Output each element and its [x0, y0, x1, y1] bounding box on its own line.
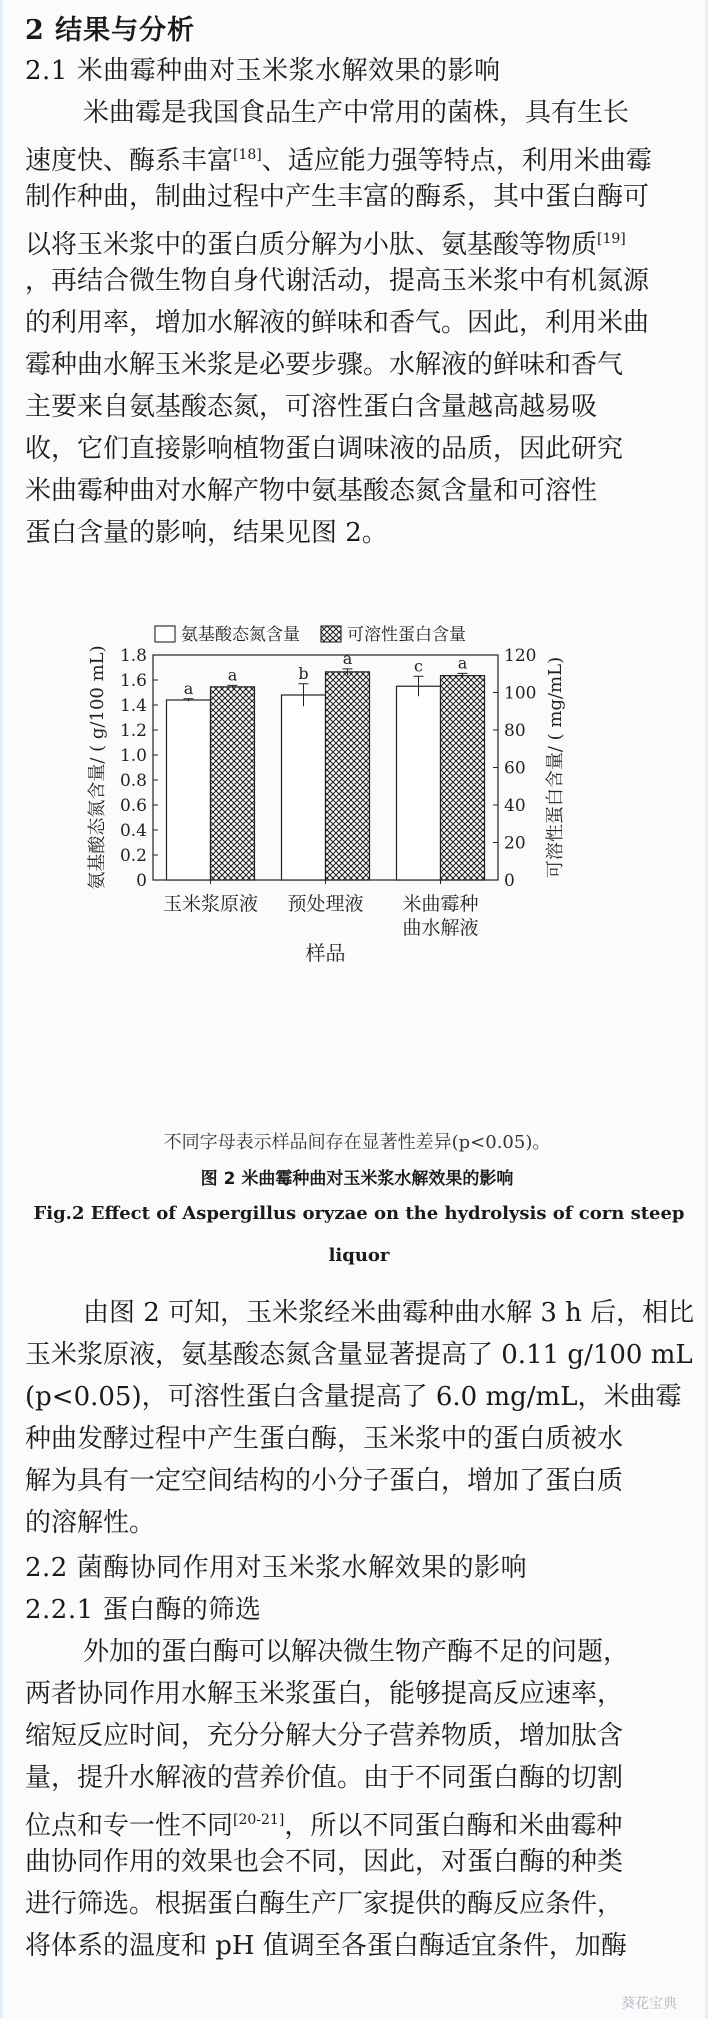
subsection-heading-2-2: 2.2 菌酶协同作用对玉米浆水解效果的影响: [25, 1553, 528, 1583]
significance-letter: a: [227, 665, 238, 685]
paragraph-3: [25, 1631, 693, 1967]
caption-en-line: Fig.2 Effect of Aspergillus oryzae on the hydrolysis of corn steep: [33, 1203, 685, 1224]
left-axis-tick-label: 0.4: [119, 821, 147, 841]
legend-label: 可溶性蛋白含量: [347, 625, 466, 645]
text-line: 进行筛选。根据蛋白酶生产厂家提供的酶反应条件，: [25, 1889, 624, 1919]
x-axis-category-label: 玉米浆原液: [162, 893, 259, 915]
left-axis-tick-label: 1.0: [119, 746, 147, 766]
section-heading: 2 结果与分析: [25, 15, 196, 46]
left-axis-title: 氨基酸态氮含量/ ( g/100 mL): [87, 645, 108, 890]
text-line: 霉种曲水解玉米浆是必要步骤。水解液的鲜味和香气: [25, 350, 624, 380]
legend-label: 氨基酸态氮含量: [181, 625, 300, 645]
x-axis-title: 样品: [305, 941, 346, 965]
text-line: 将体系的温度和 pH 值调至各蛋白酶适宜条件，加酶: [25, 1931, 627, 1961]
citation-ref: [20-21]: [233, 1812, 285, 1828]
figure-caption-cn: 图 2 米曲霉种曲对玉米浆水解效果的影响: [200, 1169, 514, 1189]
right-axis-tick-label: 0: [504, 871, 515, 891]
text-line: 缩短反应时间，充分分解大分子营养物质，增加肽含: [25, 1721, 624, 1751]
left-axis-tick-label: 0.6: [119, 796, 147, 816]
figure-caption-en: [25, 1193, 693, 1277]
right-axis-title: 可溶性蛋白含量/ ( mg/mL): [545, 656, 566, 879]
text-line: 两者协同作用水解玉米浆蛋白，能够提高反应速率，: [25, 1679, 624, 1709]
figure-2-chart: [87, 620, 653, 1120]
significance-letter: a: [457, 653, 468, 673]
citation-ref: [19]: [597, 231, 626, 247]
right-axis-tick-label: 100: [504, 683, 537, 704]
right-axis-tick-label: 60: [504, 758, 526, 779]
text-line: 由图 2 可知，玉米浆经米曲霉种曲水解 3 h 后，相比: [83, 1298, 695, 1328]
text-line: 的溶解性。: [25, 1508, 156, 1538]
x-axis-category-label: 预处理液: [287, 893, 364, 915]
text-line: 收，它们直接影响植物蛋白调味液的品质，因此研究: [25, 434, 624, 464]
figure-note: 不同字母表示样品间存在显著性差异(p<0.05)。: [163, 1132, 551, 1153]
text-line: 以将玉米浆中的蛋白质分解为小肽、氨基酸等物质[19]: [25, 230, 626, 260]
legend-swatch-amino-nitrogen: [155, 626, 175, 642]
text-line: 蛋白含量的影响，结果见图 2。: [25, 518, 388, 548]
bar-amino-nitrogen: [282, 695, 326, 880]
paragraph-2: [25, 1292, 693, 1544]
right-axis-tick-label: 80: [504, 721, 526, 741]
bar-amino-nitrogen: [167, 700, 211, 880]
text-line: 量，提升水解液的营养价值。由于不同蛋白酶的切割: [25, 1763, 624, 1793]
x-axis-category-label: 曲水解液: [402, 917, 479, 939]
left-axis-tick-label: 1.4: [119, 696, 147, 716]
significance-letter: b: [298, 663, 309, 683]
subsection-heading-2-1: 2.1 米曲霉种曲对玉米浆水解效果的影响: [25, 56, 501, 86]
text-line: 曲协同作用的效果也会不同，因此，对蛋白酶的种类: [25, 1847, 624, 1877]
text-line: 的利用率，增加水解液的鲜味和香气。因此，利用米曲: [25, 308, 650, 338]
bar-amino-nitrogen: [397, 686, 441, 880]
bar-soluble-protein: [211, 687, 255, 880]
x-axis-category-label: 米曲霉种: [402, 893, 479, 915]
significance-letter: c: [414, 656, 423, 676]
text-line: 位点和专一性不同[20-21]，所以不同蛋白酶和米曲霉种: [25, 1811, 623, 1841]
significance-letter: a: [342, 648, 353, 668]
paragraph-1: [25, 92, 693, 554]
text-line: 米曲霉是我国食品生产中常用的菌株，具有生长: [83, 98, 630, 128]
text-line: 速度快、酶系丰富[18]、适应能力强等特点，利用米曲霉: [25, 146, 652, 176]
right-axis-tick-label: 40: [504, 796, 526, 816]
bar-soluble-protein: [441, 676, 485, 880]
text-line: 米曲霉种曲对水解产物中氨基酸态氮含量和可溶性: [25, 476, 598, 506]
subsection-heading-2-2-1: 2.2.1 蛋白酶的筛选: [25, 1595, 262, 1625]
text-line: 主要来自氨基酸态氮，可溶性蛋白含量越高越易吸: [25, 392, 598, 422]
left-axis-tick-label: 1.8: [119, 646, 147, 666]
legend-swatch-soluble-protein: [321, 626, 341, 642]
text-line: 种曲发酵过程中产生蛋白酶，玉米浆中的蛋白质被水: [25, 1424, 624, 1454]
bar-soluble-protein: [326, 672, 370, 880]
text-line: 制作种曲，制曲过程中产生丰富的酶系，其中蛋白酶可: [25, 182, 650, 212]
left-axis-tick-label: 0.8: [119, 771, 147, 791]
significance-letter: a: [183, 678, 194, 698]
left-axis-tick-label: 1.6: [119, 671, 147, 691]
right-axis-tick-label: 20: [504, 833, 526, 854]
text-line: 解为具有一定空间结构的小分子蛋白，增加了蛋白质: [25, 1466, 624, 1496]
citation-ref: [18]: [233, 147, 262, 163]
text-line: (p<0.05)，可溶性蛋白含量提高了 6.0 mg/mL，米曲霉: [25, 1382, 682, 1412]
caption-en-line: liquor: [328, 1245, 390, 1266]
left-axis-tick-label: 1.2: [119, 721, 147, 741]
text-line: ，再结合微生物自身代谢活动，提高玉米浆中有机氮源: [25, 266, 650, 296]
text-line: 玉米浆原液，氨基酸态氮含量显著提高了 0.11 g/100 mL: [25, 1340, 693, 1370]
watermark: 葵花宝典: [621, 1996, 677, 2012]
text-line: 外加的蛋白酶可以解决微生物产酶不足的问题，: [83, 1637, 630, 1667]
bar-chart: [87, 620, 653, 1120]
right-axis-tick-label: 120: [504, 646, 537, 666]
left-axis-tick-label: 0: [136, 871, 147, 891]
left-axis-tick-label: 0.2: [119, 846, 147, 866]
